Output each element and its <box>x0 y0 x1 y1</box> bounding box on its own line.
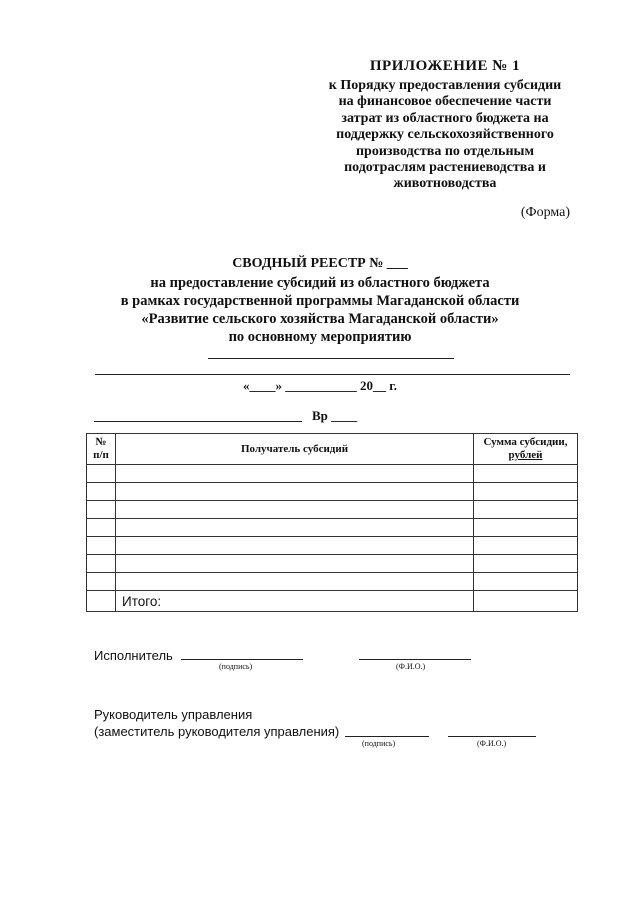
date-line: «____» ___________ 20__ г. <box>243 378 397 393</box>
table-cell[interactable] <box>87 519 116 537</box>
table-row <box>87 555 578 573</box>
table-cell[interactable] <box>474 555 578 573</box>
appendix-lines <box>300 78 590 193</box>
table-cell[interactable] <box>474 573 578 591</box>
registry-table <box>86 433 578 612</box>
vr-label: Вр ____ <box>312 408 358 423</box>
head-signature-line[interactable] <box>345 736 429 737</box>
table-cell[interactable] <box>474 483 578 501</box>
col-sum-line2: рублей <box>508 449 543 461</box>
col-number-header <box>87 434 116 465</box>
table-header-row <box>87 434 578 465</box>
table-cell[interactable] <box>116 537 474 555</box>
executor-name-line[interactable] <box>359 659 471 660</box>
table-cell[interactable] <box>116 465 474 483</box>
appendix-line: на финансовое обеспечение части <box>338 94 552 110</box>
table-cell[interactable] <box>116 519 474 537</box>
executor-name-caption: (Ф.И.О.) <box>396 662 426 671</box>
table-cell[interactable] <box>87 483 116 501</box>
appendix-title: ПРИЛОЖЕНИЕ № 1 <box>369 58 521 74</box>
total-sum-cell[interactable] <box>474 591 578 612</box>
total-label: Итого: <box>116 591 474 612</box>
appendix-line: поддержку сельскохозяйственного <box>336 127 554 143</box>
form-label: (Форма) <box>520 205 570 220</box>
total-number-cell <box>87 591 116 612</box>
table-cell[interactable] <box>116 555 474 573</box>
subtitle-line: по основному мероприятию <box>228 329 412 345</box>
col-recipient-header: Получатель субсидий <box>116 434 474 465</box>
head-name-caption: (Ф.И.О.) <box>477 739 507 748</box>
head-name-line[interactable] <box>448 736 536 737</box>
appendix-line: подотраслям растениеводства и <box>344 160 546 176</box>
table-row <box>87 519 578 537</box>
table-cell[interactable] <box>87 501 116 519</box>
subtitle-line: в рамках государственной программы Магаданской области <box>120 293 520 309</box>
head-label-line2: (заместитель руководителя управления) <box>94 724 340 739</box>
executor-label: Исполнитель <box>94 648 173 663</box>
head-signature-caption: (подпись) <box>362 739 396 748</box>
appendix-line: к Порядку предоставления субсидии <box>328 78 562 93</box>
subtitle-line: на предоставление субсидий из областного бюджета <box>150 275 490 291</box>
table-row <box>87 501 578 519</box>
table-row <box>87 573 578 591</box>
col-sum-header <box>474 434 578 465</box>
table-cell[interactable] <box>474 537 578 555</box>
appendix-line: затрат из областного бюджета на <box>341 110 549 126</box>
registry-title: СВОДНЫЙ РЕЕСТР № ___ <box>232 256 408 271</box>
activity-blank-line-2 <box>95 374 570 375</box>
executor-signature-caption: (подпись) <box>219 662 253 671</box>
subtitle-line: «Развитие сельского хозяйства Магаданской области» <box>141 311 499 327</box>
table-cell[interactable] <box>116 483 474 501</box>
table-row <box>87 465 578 483</box>
table-cell[interactable] <box>116 501 474 519</box>
table-row <box>87 537 578 555</box>
table-cell[interactable] <box>87 555 116 573</box>
total-row <box>87 591 578 612</box>
table-cell[interactable] <box>474 501 578 519</box>
department-blank-line <box>94 421 302 422</box>
table-cell[interactable] <box>474 519 578 537</box>
head-label-line1: Руководитель управления <box>94 707 253 722</box>
table-cell[interactable] <box>87 465 116 483</box>
table-cell[interactable] <box>87 573 116 591</box>
appendix-line: животноводства <box>393 176 497 192</box>
table-cell[interactable] <box>87 537 116 555</box>
appendix-header <box>300 58 590 193</box>
table-cell[interactable] <box>116 573 474 591</box>
col-number-line2: п/п <box>93 449 109 461</box>
col-number-line1: № <box>95 436 107 448</box>
table-cell[interactable] <box>474 465 578 483</box>
col-sum-line1: Сумма субсидии, <box>483 436 568 448</box>
executor-signature-line[interactable] <box>181 659 303 660</box>
appendix-line: производства по отдельным <box>355 143 534 159</box>
table-row <box>87 483 578 501</box>
registry-subtitle <box>0 274 640 346</box>
activity-blank-line <box>208 358 454 359</box>
